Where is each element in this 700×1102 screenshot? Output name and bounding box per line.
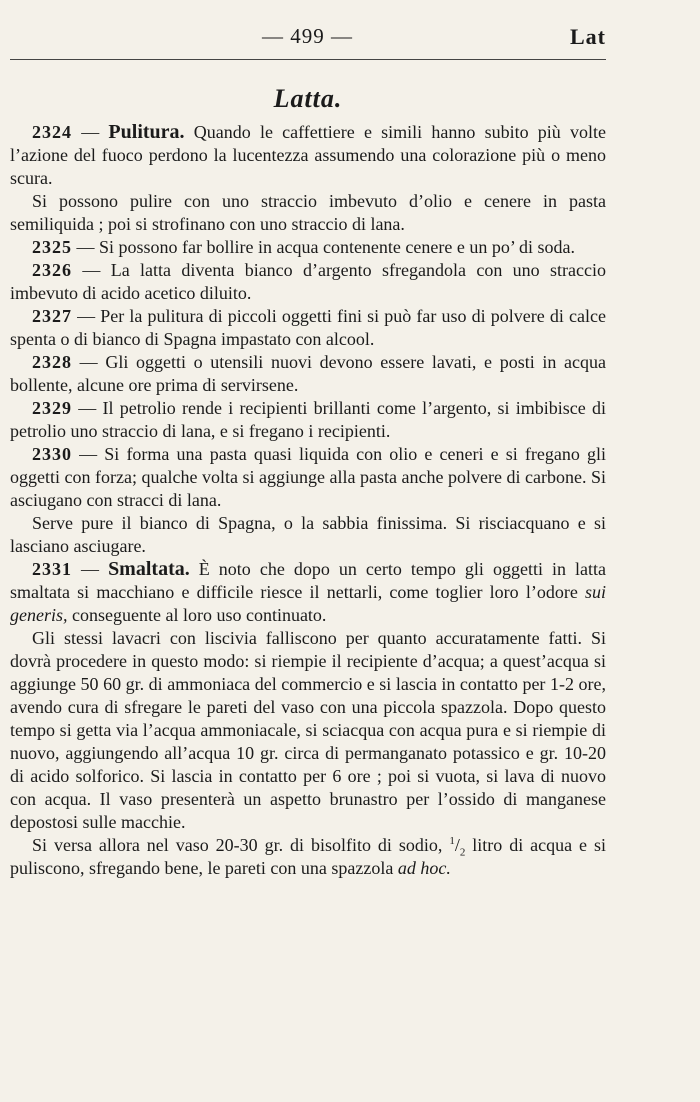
entry-number: 2331 bbox=[32, 559, 72, 579]
paragraph-2326 bbox=[10, 259, 606, 305]
section-title: Latta. bbox=[273, 84, 343, 113]
paragraph-2331 bbox=[10, 558, 606, 627]
paragraph-2324 bbox=[10, 121, 606, 190]
paragraph-2324-cont: Si possono pulire con uno straccio imbevuto d’olio e cenere in pasta semiliquida ; poi si strofinano con uno straccio di lana. bbox=[10, 191, 606, 234]
paragraph-2330 bbox=[10, 443, 606, 512]
paragraph-text: — Si possono far bollire in acqua contenente cenere e un po’ di soda. bbox=[72, 237, 576, 257]
paragraph-text: — Il petrolio rende i recipienti brillanti come l’argento, si imbibisce di petrolio uno straccio di lana, e si fregano i recipienti. bbox=[10, 398, 606, 441]
paragraph-text: — Si forma una pasta quasi liquida con olio e ceneri e si fregano gli oggetti con forza; qualche volta si aggiunge alla pasta anche polvere di carbone. Si asciugano con stracci di lana. bbox=[10, 444, 606, 510]
entry-number: 2327 bbox=[32, 306, 72, 326]
running-head: Lat bbox=[570, 24, 606, 49]
header-rule bbox=[10, 59, 606, 60]
paragraph-2331-final: Si versa allora nel vaso 20-30 gr. di bisolfito di sodio, $^1/_2$ litro di acqua e si puliscono, sfregando bene, le pareti con una spazzola ad hoc. bbox=[10, 835, 606, 878]
page-number: — 499 — bbox=[262, 24, 353, 48]
entry-number: 2325 bbox=[32, 237, 72, 257]
paragraph-text: conseguente al loro uso continuato. bbox=[67, 605, 327, 625]
paragraph-text: — Gli oggetti o utensili nuovi devono essere lavati, e posti in acqua bollente, alcune ore prima di servirsene. bbox=[10, 352, 606, 395]
entry-number: 2329 bbox=[32, 398, 72, 418]
paragraph-text: È noto che dopo un certo tempo gli oggetti in latta smaltata si macchiano e difficile riesce il nettarli, come toglier loro l’odore bbox=[10, 559, 606, 602]
dash: — bbox=[72, 559, 109, 579]
paragraph-text: — La latta diventa bianco d’argento sfregandola con uno straccio imbevuto di acido acetico diluito. bbox=[10, 260, 606, 303]
paragraph-2327 bbox=[10, 305, 606, 351]
entry-number: 2326 bbox=[32, 260, 72, 280]
page-header bbox=[10, 24, 606, 54]
dash: — bbox=[72, 122, 109, 142]
paragraph-2325 bbox=[10, 236, 606, 259]
entry-number: 2330 bbox=[32, 444, 72, 464]
paragraph-2330-cont: Serve pure il bianco di Spagna, o la sabbia finissima. Si risciacquano e si lasciano asciugare. bbox=[10, 513, 606, 556]
italic-phrase: ad hoc. bbox=[397, 858, 451, 878]
fraction-numerator: 1 bbox=[449, 835, 455, 847]
fraction-denominator: 2 bbox=[459, 846, 466, 859]
paragraph-2328 bbox=[10, 351, 606, 397]
entry-number: 2324 bbox=[32, 122, 72, 142]
entry-number: 2328 bbox=[32, 352, 72, 372]
paragraph-2329 bbox=[10, 397, 606, 443]
paragraph-2331-cont: Gli stessi lavacri con liscivia falliscono per quanto accuratamente fatti. Si dovrà procedere in questo modo: si riempie il recipiente d’acqua; a quest’acqua si aggiunge 50 60 gr. di ammoniaca del commercio e si lascia in contatto per 1-2 ore, avendo cura di sfregare le pareti del vaso con una piccola spazzola. Dopo questo tempo si getta via l’acqua ammoniacale, si sciacqua con acqua pura e si riempie di nuovo, aggiungendo all’acqua 10 gr. circa di permanganato potassico e gr. 10-20 di acido solforico. Si lascia in contatto per 6 ore ; poi si vuota, si lava di nuovo con acqua. Il vaso presenterà un aspetto brunastro per l’ossido di manganese depostosi sulle macchie. bbox=[10, 628, 606, 832]
paragraph-text: — Per la pulitura di piccoli oggetti fini si può far uso di polvere di calce spenta o di bianco di Spagna impastato con alcool. bbox=[10, 306, 606, 349]
entry-heading: Smaltata. bbox=[108, 558, 190, 580]
paragraph-text: Quando le caffettiere e simili hanno subito più volte l’azione del fuoco perdono la lucentezza assumendo una colorazione più o meno scura. bbox=[10, 122, 606, 188]
body-text bbox=[10, 121, 606, 880]
paragraph-text: litro di acqua e si puliscono, sfregando bene, le pareti con una spazzola bbox=[10, 835, 606, 878]
italic-phrase: sui generis, bbox=[10, 582, 606, 625]
paragraph-text: Si versa allora nel vaso 20-30 gr. di bisolfito di sodio, bbox=[32, 835, 450, 855]
entry-heading: Pulitura. bbox=[108, 121, 185, 143]
